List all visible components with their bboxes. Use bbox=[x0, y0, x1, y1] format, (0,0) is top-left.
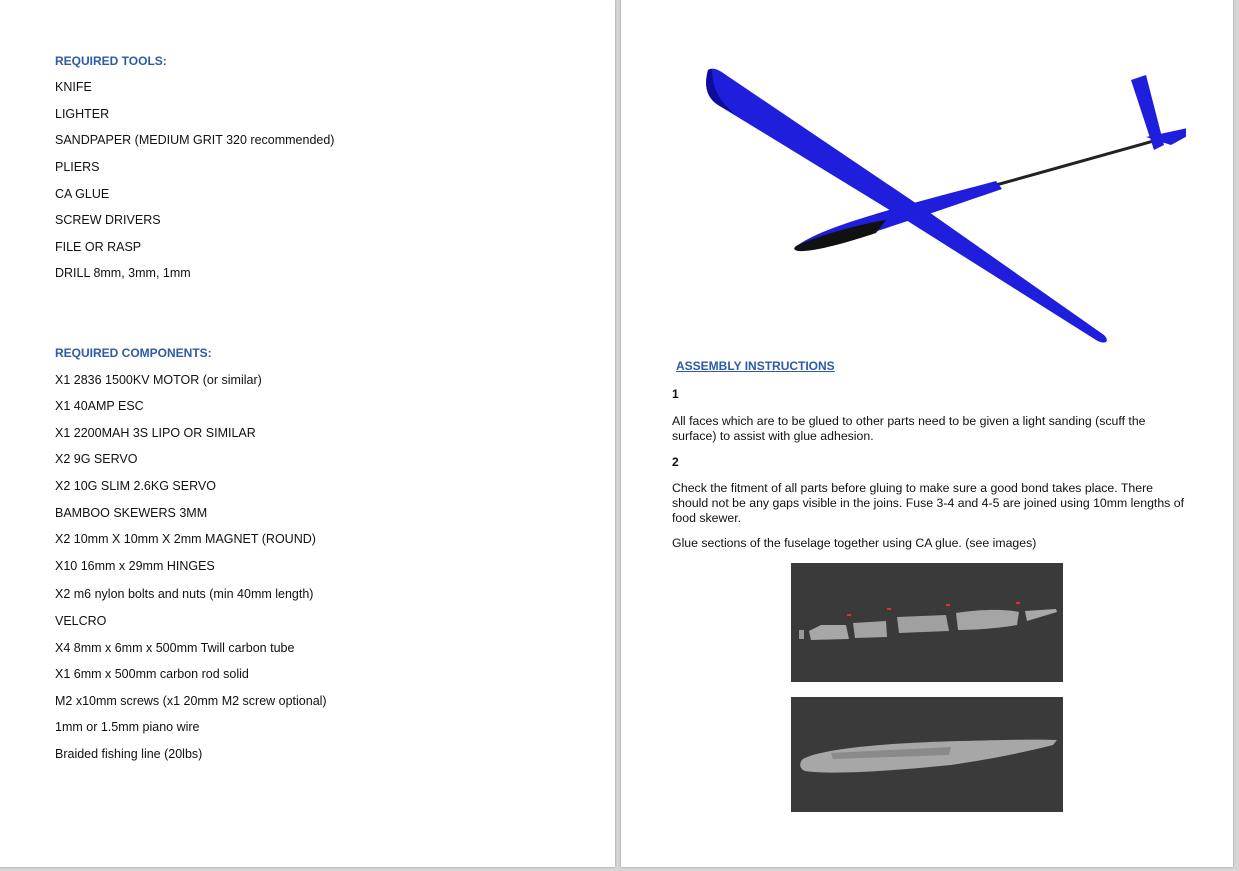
fuselage-section-5 bbox=[956, 610, 1019, 630]
tool-item: PLIERS bbox=[55, 160, 100, 174]
component-item: X2 m6 nylon bolts and nuts (min 40mm length) bbox=[55, 587, 314, 601]
tool-item: FILE OR RASP bbox=[55, 240, 142, 254]
component-item: X4 8mm x 6mm x 500mm Twill carbon tube bbox=[55, 641, 295, 655]
main-wing bbox=[706, 69, 1107, 343]
tool-item: KNIFE bbox=[55, 80, 92, 94]
tool-item: SANDPAPER (MEDIUM GRIT 320 recommended) bbox=[55, 133, 335, 147]
component-item: X10 16mm x 29mm HINGES bbox=[55, 559, 215, 573]
glider-render-image bbox=[676, 55, 1186, 355]
fuselage-section-4 bbox=[897, 615, 949, 633]
step-text: Check the fitment of all parts before gluing to make sure a good bond takes place. There should not be any gaps visible in the joins. Fuse 3-4 and 4-5 are joined using 10mm lengths of food skewer. bbox=[672, 481, 1185, 525]
assembly-instructions-heading: ASSEMBLY INSTRUCTIONS bbox=[676, 359, 835, 373]
component-item: X1 6mm x 500mm carbon rod solid bbox=[55, 667, 249, 681]
step-text: Glue sections of the fuselage together using CA glue. (see images) bbox=[672, 536, 1037, 550]
component-item: 1mm or 1.5mm piano wire bbox=[55, 720, 200, 734]
component-item: X1 2200MAH 3S LIPO OR SIMILAR bbox=[55, 426, 256, 440]
fuselage-section-6 bbox=[1025, 609, 1057, 621]
component-item: X2 10G SLIM 2.6KG SERVO bbox=[55, 479, 216, 493]
tool-item: DRILL 8mm, 3mm, 1mm bbox=[55, 266, 191, 280]
document-page-right bbox=[621, 0, 1233, 867]
step-number: 1 bbox=[672, 387, 679, 401]
component-item: X1 2836 1500KV MOTOR (or similar) bbox=[55, 373, 262, 387]
tool-item: CA GLUE bbox=[55, 187, 110, 201]
fuselage-assembled-image bbox=[791, 697, 1063, 812]
fuselage-assembled-illustration bbox=[791, 697, 1063, 812]
required-components-heading: REQUIRED COMPONENTS: bbox=[55, 346, 212, 360]
component-item: VELCRO bbox=[55, 614, 107, 628]
fuselage-sections-illustration bbox=[791, 563, 1063, 682]
step-text: All faces which are to be glued to other parts need to be given a light sanding (scuff the surface) to assist with glue adhesion. bbox=[672, 414, 1146, 443]
component-item: X1 40AMP ESC bbox=[55, 399, 144, 413]
component-item: X2 9G SERVO bbox=[55, 452, 138, 466]
step-number: 2 bbox=[672, 455, 679, 469]
component-item: M2 x10mm screws (x1 20mm M2 screw optional) bbox=[55, 694, 327, 708]
fuselage-section-1 bbox=[799, 630, 804, 639]
component-item: X2 10mm X 10mm X 2mm MAGNET (ROUND) bbox=[55, 532, 316, 546]
component-item: Braided fishing line (20lbs) bbox=[55, 747, 203, 761]
required-tools-heading: REQUIRED TOOLS: bbox=[55, 54, 167, 68]
fuselage-sections-image bbox=[791, 563, 1063, 682]
document-page-left bbox=[0, 0, 615, 867]
tool-item: SCREW DRIVERS bbox=[55, 213, 161, 227]
vertical-fin bbox=[1131, 75, 1164, 150]
fuselage-nose bbox=[794, 220, 886, 251]
tool-item: LIGHTER bbox=[55, 107, 110, 121]
component-item: BAMBOO SKEWERS 3MM bbox=[55, 506, 208, 520]
fuselage-section-2 bbox=[809, 625, 849, 640]
fuselage-section-3 bbox=[853, 621, 887, 638]
glider-illustration bbox=[676, 55, 1186, 355]
